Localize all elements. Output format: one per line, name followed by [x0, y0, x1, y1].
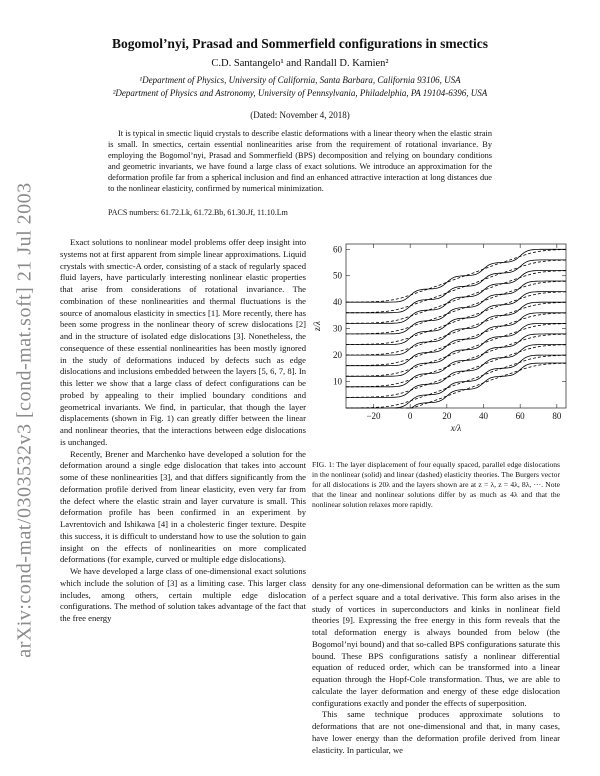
x-tick-label: 60 [515, 411, 525, 421]
body-paragraph: This same technique produces approximate solutions to deformations that are not one-dimensional and that, in many cases, have lower energy than the deformation profile derived from linear elasticity. In particular, we [312, 709, 560, 755]
y-tick-label: 20 [333, 350, 342, 361]
x-tick-label: 0 [407, 411, 413, 421]
x-tick-label: 40 [479, 411, 488, 421]
body-paragraph: density for any one-dimensional deformation can be written as the sum of a perfect square and a total derivative. This form also arises in the study of vortices in superconductors and kinks in nonlinear field theories [9]. Expressing the free energy in this form reveals that the total deformation energy is always bounded from below (the Bogomol’nyi bound) and that so-called BPS configurations saturate this bound. These BPS configurations satisfy a nonlinear differential equation of reduced order, which can be transformed into a linear equation through the Hopf-Cole transformation. Thus, we are able to calculate the layer deformation and energy of these edge dislocation configurations exactly and ponder the effects of superposition. [312, 580, 560, 708]
y-tick-label: 40 [333, 297, 342, 308]
y-tick-label: 30 [333, 323, 342, 334]
arxiv-id: arXiv:cond-mat/0303532v3 [cond-mat.soft] 21 Jul 2003 [13, 182, 36, 658]
x-tick-label: 80 [552, 411, 562, 421]
nonlinear-layer-curve [346, 323, 566, 376]
nonlinear-layer-curve [346, 281, 566, 334]
figure-1-caption: FIG. 1: The layer displacement of four equally spaced, parallel edge dislocations in the nonlinear (solid) and linear (dashed) elasticity theories. The Burgers vector for all dislocations is 20λ and the layers shown are at z = λ, z = 4λ, 8λ, ···. Note that the linear and nonlinear solutions differ by as much as 4λ and that the nonlinear solution relaxes more rapidly. [312, 460, 560, 509]
linear-layer-curve [346, 281, 566, 334]
abstract: It is typical in smectic liquid crystals to describe elastic deformations with a linear theory when the elastic strain is small. In smectics, certain essential nonlinearities arise from the requirement of rotational invariance. By employing the Bogomol’nyi, Prasad and Sommerfield (BPS) decomposition and relying on boundary conditions and geometric invariants, we have found a large class of exact solutions. We introduce an approximation for the deformation profile far from a spherical inclusion and find an enhanced attractive interaction at long distances due to the nonlinear elasticity, confirmed by numerical minimization. [108, 129, 492, 193]
linear-layer-curve [346, 324, 566, 377]
nonlinear-layer-curve [346, 345, 566, 398]
y-tick-label: 50 [333, 270, 342, 281]
body-paragraph: Exact solutions to nonlinear model problems offer deep insight into systems not at first apparent from simple linear approximations. Liquid crystals with smectic-A order, consisting of a stack of regularly spaced fluid layers, have particularly interesting nonlinear elastic properties that arise from considerations of rotational invariance. The combination of these nonlinearities and thermal fluctuations is the source of anomalous elasticity in smectics [1]. More recently, there has been some progress in the nonlinear theory of screw dislocations [2] and in the structure of isolated edge dislocations [3]. Nonetheless, the consequence of these essential nonlinearities has been mostly ignored in the study of deformations induced by defects such as edge dislocations and inclusions embedded between the layers [5, 6, 7, 8]. In this letter we show that a large class of defect configurations can be probed by appealing to their implied boundary conditions and geometrical invariants. We find, in particular, that though the layer displacements (shown in Fig. 1) can greatly differ between the linear and nonlinear theories, that the interactions between edge dislocations is unchanged. [60, 237, 306, 447]
nonlinear-layer-curve [346, 334, 566, 387]
date-line: (Dated: November 4, 2018) [250, 110, 350, 120]
nonlinear-layer-curve [346, 302, 566, 355]
paper-title: Bogomol’nyi, Prasad and Sommerfield configurations in smectics [111, 36, 489, 51]
y-tick-label: 60 [333, 244, 342, 255]
left-column [60, 237, 306, 625]
nonlinear-layer-curve [407, 363, 567, 408]
linear-layer-curve [346, 313, 566, 366]
linear-layer-curve [346, 302, 566, 355]
affiliation-2: ²Department of Physics and Astronomy, University of Pennsylvania, Philadelphia, PA 19104-6396, USA [112, 88, 488, 98]
nonlinear-layer-curve [346, 313, 566, 366]
nonlinear-layer-curve [346, 260, 566, 313]
plot-frame [346, 244, 566, 408]
x-tick-label: −20 [366, 411, 381, 421]
linear-layer-curve [346, 292, 566, 345]
y-axis-label: z/λ [312, 321, 322, 331]
body-paragraph: Recently, Brener and Marchenko have developed a solution for the deformation around a single edge dislocation that takes into account some of these nonlinearities [3], and that differs significantly from the deformation profile derived from linear elasticity, even very far from the defect where the elastic strain and layer curvature is small. This deformation profile has been confirmed in an experiment by Lavrentovich and Ishikawa [4] in a cholesteric finger texture. Despite this success, it is difficult to understand how to use the solution to gain insight on the effects of nonlinearities on more complicated deformations (for example, curved or multiple edge dislocations). [60, 448, 306, 565]
x-axis-label: x/λ [450, 423, 462, 433]
linear-layer-curve [346, 271, 566, 324]
figure-1-plot [308, 236, 578, 446]
linear-layer-curve [346, 250, 566, 303]
right-column [312, 580, 560, 756]
nonlinear-layer-curve [346, 292, 566, 345]
affiliation-1: ¹Department of Physics, University of California, Santa Barbara, California 93106, USA [139, 75, 461, 85]
nonlinear-layer-curve [346, 271, 566, 324]
pacs-numbers: PACS numbers: 61.72.Lk, 61.72.Bb, 61.30.Jf, 11.10.Lm [108, 208, 288, 217]
linear-layer-curve [346, 260, 566, 313]
y-tick-label: 10 [333, 376, 342, 387]
x-tick-label: 20 [442, 411, 452, 421]
authors: C.D. Santangelo¹ and Randall D. Kamien² [211, 58, 389, 69]
nonlinear-layer-curve [346, 249, 566, 302]
linear-layer-curve [346, 334, 566, 387]
body-paragraph: We have developed a large class of one-dimensional exact solutions which include the solution of [3] as a limiting case. This larger class includes, among others, certain multiple edge dislocation configurations. The method of solution takes advantage of the fact that the free energy [60, 566, 306, 623]
arxiv-identifier-sidebar [10, 160, 40, 680]
linear-layer-curve [346, 345, 566, 398]
